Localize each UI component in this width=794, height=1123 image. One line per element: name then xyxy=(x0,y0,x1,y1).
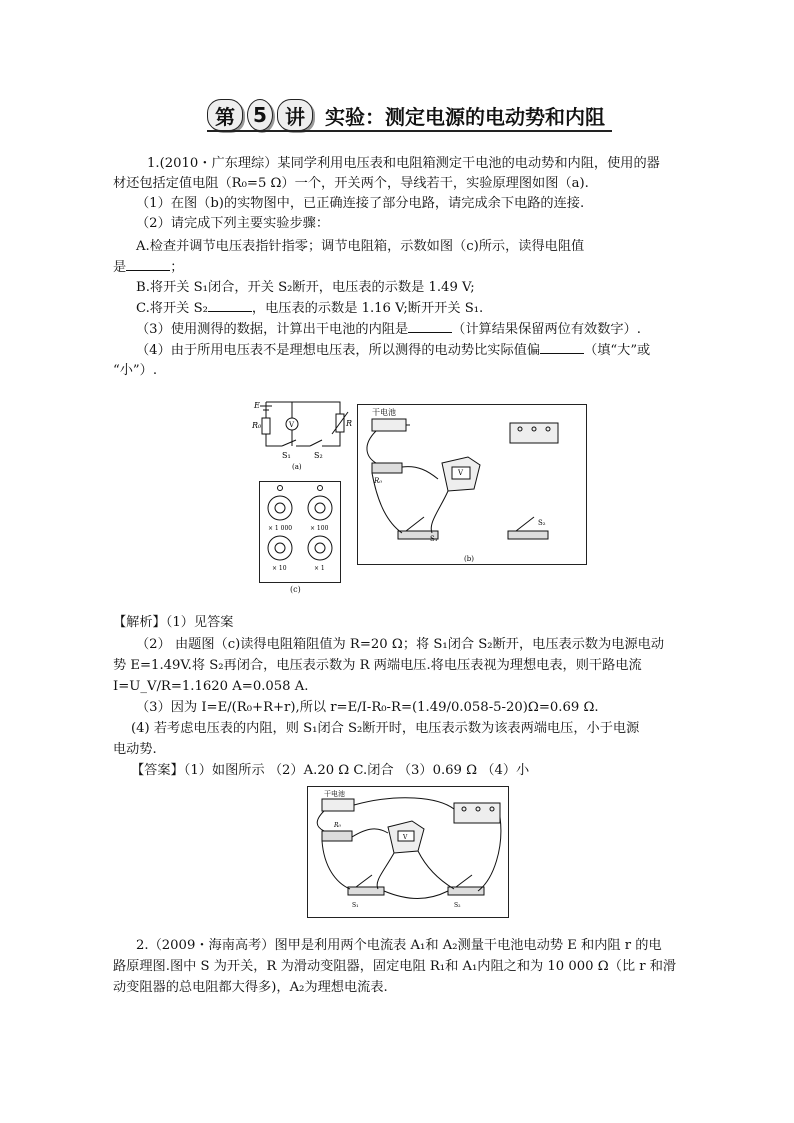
figure-c-label: (c) xyxy=(290,585,301,594)
q2-line-2: 路原理图.图中 S 为开关，R 为滑动变阻器，固定电阻 R₁和 A₁内阻之和为 10 000 Ω（比 r 和滑 xyxy=(113,959,677,974)
answer-figure xyxy=(307,786,509,918)
q1-line-4: （2）请完成下列主要实验步骤： xyxy=(136,216,330,231)
answer-label-S2: S₂ xyxy=(454,902,461,909)
answer-blank-c xyxy=(208,299,252,312)
analysis-line-6: (4) 若考虑电压表的内阻，则 S₁闭合 S₂断开时，电压表示数为该表两端电压，小于电源 xyxy=(131,721,640,736)
analysis-line-5: （3）因为 I=E/(R₀+R+r),所以 r=E/I-R₀-R=(1.49/0.058-5-20)Ω=0.69 Ω. xyxy=(136,700,599,715)
q1-line-6: 是 ； xyxy=(113,260,184,275)
q1-line-3: （1）在图（b)的实物图中，已正确连接了部分电路，请完成余下电路的连接. xyxy=(136,196,585,211)
label-b-V: V xyxy=(458,469,464,477)
answer-line: 【答案】（1）如图所示 （2）A.20 Ω C.闭合 （3）0.69 Ω （4）小 xyxy=(131,763,530,778)
analysis-line-7: 电动势. xyxy=(113,742,157,757)
analysis-line-1: 【解析】（1）见答案 xyxy=(113,615,234,630)
q1-line-11: “小”）. xyxy=(113,363,158,378)
title-number: 5 xyxy=(247,99,273,131)
q1-line-7: B.将开关 S₁闭合，开关 S₂断开，电压表的示数是 1.49 V; xyxy=(136,280,475,295)
title-prefix: 第 xyxy=(207,99,243,131)
answer-label-V: V xyxy=(403,834,408,841)
figure-a-label: (a) xyxy=(292,463,302,471)
analysis-line-3: 势 E=1.49V.将 S₂再闭合，电压表示数为 R 两端电压.将电压表视为理想电表，则干路电流 xyxy=(113,658,642,673)
answer-blank-a xyxy=(126,258,170,271)
figure-b-setup xyxy=(357,404,587,565)
label-R: R xyxy=(346,419,353,428)
figure-a-circuit xyxy=(252,396,356,472)
q1-line-9: （3）使用测得的数据，计算出干电池的内阻是 （计算结果保留两位有效数字）. xyxy=(136,322,641,337)
q1-line-5: A.检查并调节电压表指针指零；调节电阻箱，示数如图（c)所示，读得电阻值 xyxy=(136,239,585,254)
battery-shape xyxy=(372,419,406,431)
dial-label-1000: × 1 000 xyxy=(268,525,293,532)
title-text: 实验：测定电源的电动势和内阻 xyxy=(325,104,605,129)
label-b-R0: R₀ xyxy=(374,477,383,485)
dial-label-1: × 1 xyxy=(314,565,325,572)
figure-c-resistance-box xyxy=(259,481,341,583)
analysis-line-2: （2） 由题图（c)读得电阻箱阻值为 R=20 Ω；将 S₁闭合 S₂断开，电压表示数为电源电动 xyxy=(136,637,665,652)
page-title xyxy=(207,98,605,132)
figure-b-label: (b) xyxy=(464,555,474,563)
label-S1: S₁ xyxy=(282,451,291,460)
answer-label-R0: R₀ xyxy=(334,822,341,829)
title-suffix: 讲 xyxy=(277,99,313,131)
label-b-S1: S₁ xyxy=(430,535,438,543)
q1-line-1: 1.(2010・广东理综）某同学利用电压表和电阻箱测定干电池的电动势和内阻，使用的器 xyxy=(147,156,660,171)
answer-blank-3 xyxy=(408,320,452,333)
label-battery: 干电池 xyxy=(372,408,396,417)
label-S2: S₂ xyxy=(314,451,323,460)
label-b-S2: S₂ xyxy=(538,519,546,527)
label-V: V xyxy=(289,421,295,429)
q2-line-3: 动变阻器的总电阻都大得多)，A₂为理想电流表. xyxy=(113,980,388,995)
label-E: E xyxy=(254,401,260,410)
q1-line-8: C.将开关 S₂ ，电压表的示数是 1.16 V;断开开关 S₁. xyxy=(136,301,484,316)
dial-label-100: × 100 xyxy=(310,525,329,532)
title-underline xyxy=(207,130,612,132)
label-R0: R₀ xyxy=(252,421,262,430)
answer-blank-4 xyxy=(540,341,584,354)
answer-label-battery: 干电池 xyxy=(324,790,345,798)
answer-label-S1: S₁ xyxy=(352,902,359,909)
dial-label-10: × 10 xyxy=(272,565,287,572)
analysis-line-4: I=U_V/R=1.1620 A=0.058 A. xyxy=(113,679,309,694)
q1-line-10: （4）由于所用电压表不是理想电压表，所以测得的电动势比实际值偏 （填“大”或 xyxy=(136,343,651,358)
q1-line-2: 材还包括定值电阻（R₀=5 Ω）一个，开关两个，导线若干，实验原理图如图（a). xyxy=(113,176,589,191)
q2-line-1: 2.（2009・海南高考）图甲是利用两个电流表 A₁和 A₂测量干电池电动势 E 和内阻 r 的电 xyxy=(136,938,662,953)
